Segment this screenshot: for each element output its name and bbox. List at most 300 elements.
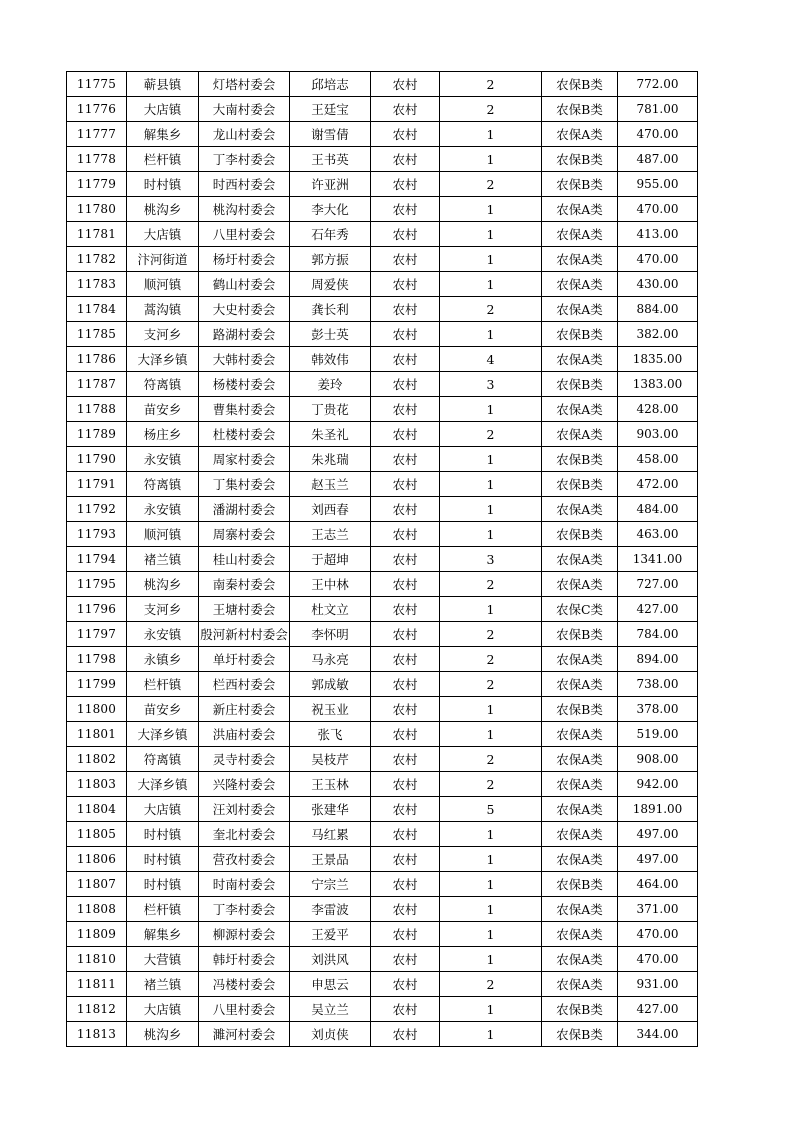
household-size-cell: 1 (440, 272, 542, 297)
amount-cell: 955.00 (618, 172, 698, 197)
household-size-cell: 1 (440, 897, 542, 922)
serial-number-cell: 11796 (67, 597, 127, 622)
village-committee-cell: 桂山村委会 (199, 547, 290, 572)
area-type-cell: 农村 (371, 672, 440, 697)
insurance-category-cell: 农保A类 (542, 272, 618, 297)
village-committee-cell: 韩圩村委会 (199, 947, 290, 972)
village-committee-cell: 曹集村委会 (199, 397, 290, 422)
name-cell: 李雷波 (290, 897, 371, 922)
name-cell: 周爱侠 (290, 272, 371, 297)
household-size-cell: 1 (440, 147, 542, 172)
township-cell: 解集乡 (127, 922, 199, 947)
area-type-cell: 农村 (371, 422, 440, 447)
serial-number-cell: 11788 (67, 397, 127, 422)
area-type-cell: 农村 (371, 872, 440, 897)
name-cell: 张建华 (290, 797, 371, 822)
township-cell: 褚兰镇 (127, 547, 199, 572)
table-row (67, 297, 698, 322)
name-cell: 王玉林 (290, 772, 371, 797)
household-size-cell: 4 (440, 347, 542, 372)
area-type-cell: 农村 (371, 272, 440, 297)
area-type-cell: 农村 (371, 322, 440, 347)
household-size-cell: 2 (440, 672, 542, 697)
village-committee-cell: 周寨村委会 (199, 522, 290, 547)
serial-number-cell: 11779 (67, 172, 127, 197)
amount-cell: 382.00 (618, 322, 698, 347)
serial-number-cell: 11777 (67, 122, 127, 147)
area-type-cell: 农村 (371, 522, 440, 547)
household-size-cell: 1 (440, 872, 542, 897)
village-committee-cell: 王塘村委会 (199, 597, 290, 622)
amount-cell: 427.00 (618, 597, 698, 622)
area-type-cell: 农村 (371, 347, 440, 372)
serial-number-cell: 11784 (67, 297, 127, 322)
area-type-cell: 农村 (371, 547, 440, 572)
area-type-cell: 农村 (371, 847, 440, 872)
amount-cell: 470.00 (618, 197, 698, 222)
area-type-cell: 农村 (371, 497, 440, 522)
table-row (67, 897, 698, 922)
table-body (67, 72, 698, 1047)
name-cell: 王志兰 (290, 522, 371, 547)
insurance-category-cell: 农保B类 (542, 147, 618, 172)
area-type-cell: 农村 (371, 397, 440, 422)
household-size-cell: 2 (440, 622, 542, 647)
serial-number-cell: 11799 (67, 672, 127, 697)
township-cell: 符离镇 (127, 472, 199, 497)
insurance-category-cell: 农保A类 (542, 497, 618, 522)
amount-cell: 470.00 (618, 947, 698, 972)
village-committee-cell: 龙山村委会 (199, 122, 290, 147)
township-cell: 符离镇 (127, 372, 199, 397)
name-cell: 张飞 (290, 722, 371, 747)
name-cell: 王景品 (290, 847, 371, 872)
serial-number-cell: 11776 (67, 97, 127, 122)
serial-number-cell: 11794 (67, 547, 127, 572)
name-cell: 朱兆瑞 (290, 447, 371, 472)
table-row (67, 97, 698, 122)
amount-cell: 942.00 (618, 772, 698, 797)
village-committee-cell: 柳源村委会 (199, 922, 290, 947)
village-committee-cell: 桃沟村委会 (199, 197, 290, 222)
table-row (67, 122, 698, 147)
township-cell: 大泽乡镇 (127, 347, 199, 372)
insurance-category-cell: 农保A类 (542, 647, 618, 672)
village-committee-cell: 濉河村委会 (199, 1022, 290, 1047)
village-committee-cell: 鹤山村委会 (199, 272, 290, 297)
area-type-cell: 农村 (371, 472, 440, 497)
village-committee-cell: 南秦村委会 (199, 572, 290, 597)
household-size-cell: 1 (440, 222, 542, 247)
name-cell: 于超坤 (290, 547, 371, 572)
household-size-cell: 2 (440, 297, 542, 322)
name-cell: 马永亮 (290, 647, 371, 672)
township-cell: 永安镇 (127, 622, 199, 647)
household-size-cell: 2 (440, 97, 542, 122)
village-committee-cell: 营孜村委会 (199, 847, 290, 872)
name-cell: 杜文立 (290, 597, 371, 622)
serial-number-cell: 11781 (67, 222, 127, 247)
table-row (67, 72, 698, 97)
name-cell: 王爱平 (290, 922, 371, 947)
township-cell: 褚兰镇 (127, 972, 199, 997)
table-row (67, 197, 698, 222)
township-cell: 时村镇 (127, 872, 199, 897)
amount-cell: 470.00 (618, 122, 698, 147)
household-size-cell: 1 (440, 597, 542, 622)
household-size-cell: 2 (440, 422, 542, 447)
amount-cell: 344.00 (618, 1022, 698, 1047)
amount-cell: 484.00 (618, 497, 698, 522)
insurance-category-cell: 农保B类 (542, 322, 618, 347)
area-type-cell: 农村 (371, 647, 440, 672)
township-cell: 桃沟乡 (127, 197, 199, 222)
table-row (67, 772, 698, 797)
township-cell: 支河乡 (127, 597, 199, 622)
insurance-category-cell: 农保A类 (542, 797, 618, 822)
insurance-category-cell: 农保B类 (542, 72, 618, 97)
serial-number-cell: 11805 (67, 822, 127, 847)
insurance-category-cell: 农保B类 (542, 872, 618, 897)
insurance-category-cell: 农保A类 (542, 297, 618, 322)
amount-cell: 487.00 (618, 147, 698, 172)
insurance-category-cell: 农保B类 (542, 622, 618, 647)
area-type-cell: 农村 (371, 822, 440, 847)
name-cell: 吴枝芹 (290, 747, 371, 772)
household-size-cell: 1 (440, 722, 542, 747)
household-size-cell: 1 (440, 1022, 542, 1047)
amount-cell: 427.00 (618, 997, 698, 1022)
amount-cell: 727.00 (618, 572, 698, 597)
household-size-cell: 5 (440, 797, 542, 822)
amount-cell: 497.00 (618, 822, 698, 847)
table-row (67, 272, 698, 297)
table-row (67, 147, 698, 172)
insurance-category-cell: 农保A类 (542, 422, 618, 447)
name-cell: 王中林 (290, 572, 371, 597)
insurance-category-cell: 农保B类 (542, 1022, 618, 1047)
village-committee-cell: 单圩村委会 (199, 647, 290, 672)
household-size-cell: 2 (440, 572, 542, 597)
village-committee-cell: 大韩村委会 (199, 347, 290, 372)
serial-number-cell: 11778 (67, 147, 127, 172)
area-type-cell: 农村 (371, 572, 440, 597)
village-committee-cell: 丁李村委会 (199, 897, 290, 922)
township-cell: 支河乡 (127, 322, 199, 347)
serial-number-cell: 11812 (67, 997, 127, 1022)
household-size-cell: 1 (440, 522, 542, 547)
village-committee-cell: 周家村委会 (199, 447, 290, 472)
household-size-cell: 1 (440, 847, 542, 872)
name-cell: 吴立兰 (290, 997, 371, 1022)
village-committee-cell: 杨圩村委会 (199, 247, 290, 272)
serial-number-cell: 11803 (67, 772, 127, 797)
township-cell: 大营镇 (127, 947, 199, 972)
household-size-cell: 1 (440, 197, 542, 222)
household-size-cell: 3 (440, 547, 542, 572)
name-cell: 王廷宝 (290, 97, 371, 122)
insurance-category-cell: 农保A类 (542, 397, 618, 422)
township-cell: 大店镇 (127, 222, 199, 247)
name-cell: 马红累 (290, 822, 371, 847)
serial-number-cell: 11798 (67, 647, 127, 672)
amount-cell: 908.00 (618, 747, 698, 772)
village-committee-cell: 新庄村委会 (199, 697, 290, 722)
household-size-cell: 2 (440, 747, 542, 772)
township-cell: 栏杆镇 (127, 147, 199, 172)
household-size-cell: 1 (440, 922, 542, 947)
township-cell: 杨庄乡 (127, 422, 199, 447)
area-type-cell: 农村 (371, 72, 440, 97)
area-type-cell: 农村 (371, 97, 440, 122)
township-cell: 大店镇 (127, 97, 199, 122)
table-row (67, 172, 698, 197)
name-cell: 郭成敏 (290, 672, 371, 697)
area-type-cell: 农村 (371, 997, 440, 1022)
household-size-cell: 1 (440, 322, 542, 347)
area-type-cell: 农村 (371, 122, 440, 147)
table-row (67, 697, 698, 722)
serial-number-cell: 11806 (67, 847, 127, 872)
township-cell: 栏杆镇 (127, 672, 199, 697)
household-size-cell: 2 (440, 172, 542, 197)
name-cell: 王书英 (290, 147, 371, 172)
area-type-cell: 农村 (371, 222, 440, 247)
amount-cell: 903.00 (618, 422, 698, 447)
insurance-category-cell: 农保A类 (542, 347, 618, 372)
insurance-category-cell: 农保A类 (542, 122, 618, 147)
serial-number-cell: 11808 (67, 897, 127, 922)
table-row (67, 672, 698, 697)
name-cell: 赵玉兰 (290, 472, 371, 497)
area-type-cell: 农村 (371, 747, 440, 772)
household-size-cell: 2 (440, 72, 542, 97)
table-row (67, 972, 698, 997)
name-cell: 申思云 (290, 972, 371, 997)
table-row (67, 922, 698, 947)
name-cell: 许亚洲 (290, 172, 371, 197)
insurance-category-cell: 农保A类 (542, 222, 618, 247)
name-cell: 丁贵花 (290, 397, 371, 422)
amount-cell: 464.00 (618, 872, 698, 897)
village-committee-cell: 路湖村委会 (199, 322, 290, 347)
township-cell: 苗安乡 (127, 397, 199, 422)
insurance-category-cell: 农保B类 (542, 522, 618, 547)
amount-cell: 784.00 (618, 622, 698, 647)
area-type-cell: 农村 (371, 797, 440, 822)
table-row (67, 447, 698, 472)
village-committee-cell: 八里村委会 (199, 222, 290, 247)
area-type-cell: 农村 (371, 147, 440, 172)
village-committee-cell: 冯楼村委会 (199, 972, 290, 997)
area-type-cell: 农村 (371, 197, 440, 222)
table-row (67, 322, 698, 347)
insurance-category-cell: 农保A类 (542, 197, 618, 222)
township-cell: 永镇乡 (127, 647, 199, 672)
serial-number-cell: 11780 (67, 197, 127, 222)
amount-cell: 378.00 (618, 697, 698, 722)
insurance-category-cell: 农保B类 (542, 372, 618, 397)
village-committee-cell: 时南村委会 (199, 872, 290, 897)
township-cell: 顺河镇 (127, 522, 199, 547)
township-cell: 大店镇 (127, 797, 199, 822)
insurance-category-cell: 农保A类 (542, 722, 618, 747)
village-committee-cell: 汪刘村委会 (199, 797, 290, 822)
household-size-cell: 1 (440, 447, 542, 472)
serial-number-cell: 11800 (67, 697, 127, 722)
village-committee-cell: 奎北村委会 (199, 822, 290, 847)
table-row (67, 622, 698, 647)
township-cell: 顺河镇 (127, 272, 199, 297)
amount-cell: 772.00 (618, 72, 698, 97)
name-cell: 李怀明 (290, 622, 371, 647)
amount-cell: 1891.00 (618, 797, 698, 822)
serial-number-cell: 11804 (67, 797, 127, 822)
table-row (67, 1022, 698, 1047)
household-size-cell: 1 (440, 947, 542, 972)
insurance-category-cell: 农保B类 (542, 997, 618, 1022)
name-cell: 龚长利 (290, 297, 371, 322)
serial-number-cell: 11810 (67, 947, 127, 972)
township-cell: 汴河街道 (127, 247, 199, 272)
amount-cell: 430.00 (618, 272, 698, 297)
serial-number-cell: 11813 (67, 1022, 127, 1047)
area-type-cell: 农村 (371, 772, 440, 797)
name-cell: 宁宗兰 (290, 872, 371, 897)
area-type-cell: 农村 (371, 897, 440, 922)
township-cell: 大店镇 (127, 997, 199, 1022)
serial-number-cell: 11802 (67, 747, 127, 772)
amount-cell: 884.00 (618, 297, 698, 322)
area-type-cell: 农村 (371, 597, 440, 622)
insurance-category-cell: 农保A类 (542, 672, 618, 697)
serial-number-cell: 11793 (67, 522, 127, 547)
township-cell: 时村镇 (127, 172, 199, 197)
insurance-category-cell: 农保B类 (542, 472, 618, 497)
township-cell: 桃沟乡 (127, 1022, 199, 1047)
name-cell: 刘洪风 (290, 947, 371, 972)
amount-cell: 931.00 (618, 972, 698, 997)
amount-cell: 519.00 (618, 722, 698, 747)
area-type-cell: 农村 (371, 1022, 440, 1047)
table-row (67, 397, 698, 422)
village-committee-cell: 殷河新村村委会 (199, 622, 290, 647)
table-row (67, 222, 698, 247)
amount-cell: 371.00 (618, 897, 698, 922)
table-row (67, 797, 698, 822)
name-cell: 祝玉业 (290, 697, 371, 722)
household-size-cell: 2 (440, 972, 542, 997)
household-size-cell: 2 (440, 647, 542, 672)
area-type-cell: 农村 (371, 447, 440, 472)
insurance-category-cell: 农保A类 (542, 572, 618, 597)
serial-number-cell: 11811 (67, 972, 127, 997)
amount-cell: 497.00 (618, 847, 698, 872)
village-committee-cell: 兴隆村委会 (199, 772, 290, 797)
serial-number-cell: 11791 (67, 472, 127, 497)
township-cell: 苗安乡 (127, 697, 199, 722)
insurance-category-cell: 农保A类 (542, 947, 618, 972)
serial-number-cell: 11801 (67, 722, 127, 747)
village-committee-cell: 丁集村委会 (199, 472, 290, 497)
township-cell: 大泽乡镇 (127, 722, 199, 747)
village-committee-cell: 丁李村委会 (199, 147, 290, 172)
name-cell: 彭士英 (290, 322, 371, 347)
amount-cell: 472.00 (618, 472, 698, 497)
insurance-category-cell: 农保A类 (542, 247, 618, 272)
village-committee-cell: 潘湖村委会 (199, 497, 290, 522)
serial-number-cell: 11797 (67, 622, 127, 647)
table-row (67, 822, 698, 847)
table-row (67, 472, 698, 497)
amount-cell: 413.00 (618, 222, 698, 247)
amount-cell: 1383.00 (618, 372, 698, 397)
village-committee-cell: 时西村委会 (199, 172, 290, 197)
household-size-cell: 3 (440, 372, 542, 397)
village-committee-cell: 杨楼村委会 (199, 372, 290, 397)
serial-number-cell: 11782 (67, 247, 127, 272)
table-row (67, 572, 698, 597)
name-cell: 刘贞侠 (290, 1022, 371, 1047)
allowance-table (66, 71, 698, 1047)
household-size-cell: 1 (440, 472, 542, 497)
table-row (67, 947, 698, 972)
table-row (67, 247, 698, 272)
area-type-cell: 农村 (371, 372, 440, 397)
area-type-cell: 农村 (371, 172, 440, 197)
insurance-category-cell: 农保A类 (542, 922, 618, 947)
table-row (67, 997, 698, 1022)
table-row (67, 722, 698, 747)
serial-number-cell: 11792 (67, 497, 127, 522)
table-row (67, 547, 698, 572)
amount-cell: 470.00 (618, 247, 698, 272)
serial-number-cell: 11795 (67, 572, 127, 597)
area-type-cell: 农村 (371, 297, 440, 322)
amount-cell: 1835.00 (618, 347, 698, 372)
table-row (67, 422, 698, 447)
serial-number-cell: 11789 (67, 422, 127, 447)
household-size-cell: 1 (440, 997, 542, 1022)
village-committee-cell: 洪庙村委会 (199, 722, 290, 747)
village-committee-cell: 栏西村委会 (199, 672, 290, 697)
table-row (67, 597, 698, 622)
amount-cell: 1341.00 (618, 547, 698, 572)
township-cell: 时村镇 (127, 822, 199, 847)
township-cell: 桃沟乡 (127, 572, 199, 597)
amount-cell: 463.00 (618, 522, 698, 547)
insurance-category-cell: 农保A类 (542, 772, 618, 797)
serial-number-cell: 11785 (67, 322, 127, 347)
name-cell: 韩效伟 (290, 347, 371, 372)
area-type-cell: 农村 (371, 922, 440, 947)
township-cell: 蕲县镇 (127, 72, 199, 97)
name-cell: 姜玲 (290, 372, 371, 397)
village-committee-cell: 杜楼村委会 (199, 422, 290, 447)
name-cell: 刘西春 (290, 497, 371, 522)
amount-cell: 428.00 (618, 397, 698, 422)
township-cell: 解集乡 (127, 122, 199, 147)
village-committee-cell: 灯塔村委会 (199, 72, 290, 97)
serial-number-cell: 11807 (67, 872, 127, 897)
household-size-cell: 1 (440, 122, 542, 147)
table-row (67, 872, 698, 897)
table-row (67, 347, 698, 372)
township-cell: 时村镇 (127, 847, 199, 872)
table-row (67, 647, 698, 672)
insurance-category-cell: 农保A类 (542, 547, 618, 572)
township-cell: 符离镇 (127, 747, 199, 772)
